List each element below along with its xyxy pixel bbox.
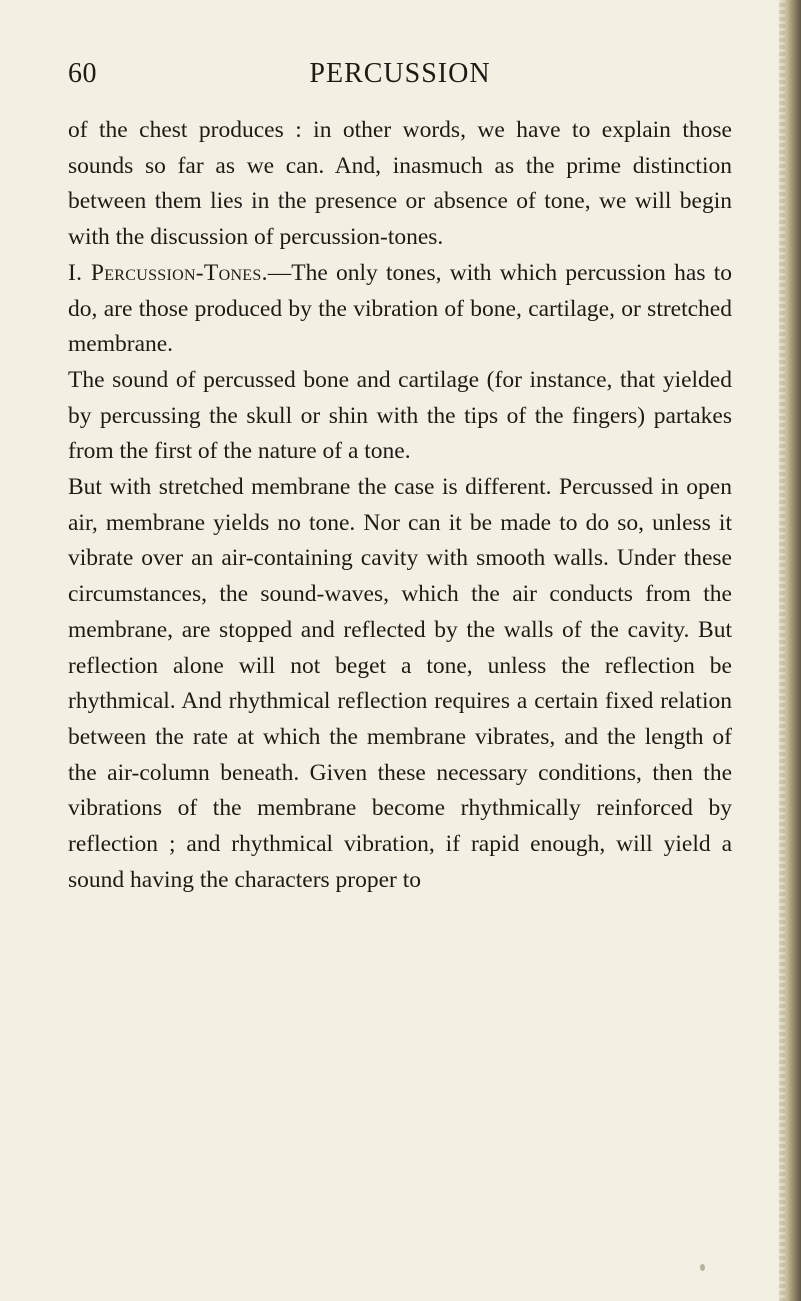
page-edge-shadow <box>779 0 801 1301</box>
page-header <box>68 58 732 98</box>
paragraph-2 <box>68 256 732 363</box>
paragraph-1: of the chest produces : in other words, we have to explain those sounds so far as we can. And, inasmuch as the prime distinction between them lies in the presence or absence of tone, we will begin with the discussion of percussion-tones. <box>68 117 732 251</box>
paragraph-3: The sound of percussed bone and cartilage (for instance, that yielded by percussing the skull or shin with the tips of the fingers) partakes from the first of the nature of a tone. <box>68 366 732 465</box>
body-text <box>68 113 732 898</box>
running-head: PERCUSSION <box>309 58 491 89</box>
section-heading: I. Percussion-Tones. <box>68 259 268 286</box>
paragraph-2-text: —The only tones, with which percussion has to do, are those produced by the vibration of bone, cartilage, or stretched membrane. <box>68 259 732 358</box>
ink-speck <box>700 1264 705 1271</box>
paragraph-4: But with stretched membrane the case is different. Percussed in open air, membrane yields no tone. Nor can it be made to do so, unless it vibrate over an air-containing cavity with smooth walls. Under these circumstances, the sound-waves, which the air conducts from the membrane, are stopped and reflected by the walls of the cavity. But reflection alone will not beget a tone, unless the reflection be rhythmical. And rhythmical reflection requires a certain fixed relation between the rate at which the membrane vibrates, and the length of the air-column beneath. Given these necessary conditions, then the vibrations of the membrane become rhythmically reinforced by reflection ; and rhythmical vibration, if rapid enough, will yield a sound having the characters proper to <box>68 474 732 893</box>
page-number: 60 <box>68 58 97 89</box>
